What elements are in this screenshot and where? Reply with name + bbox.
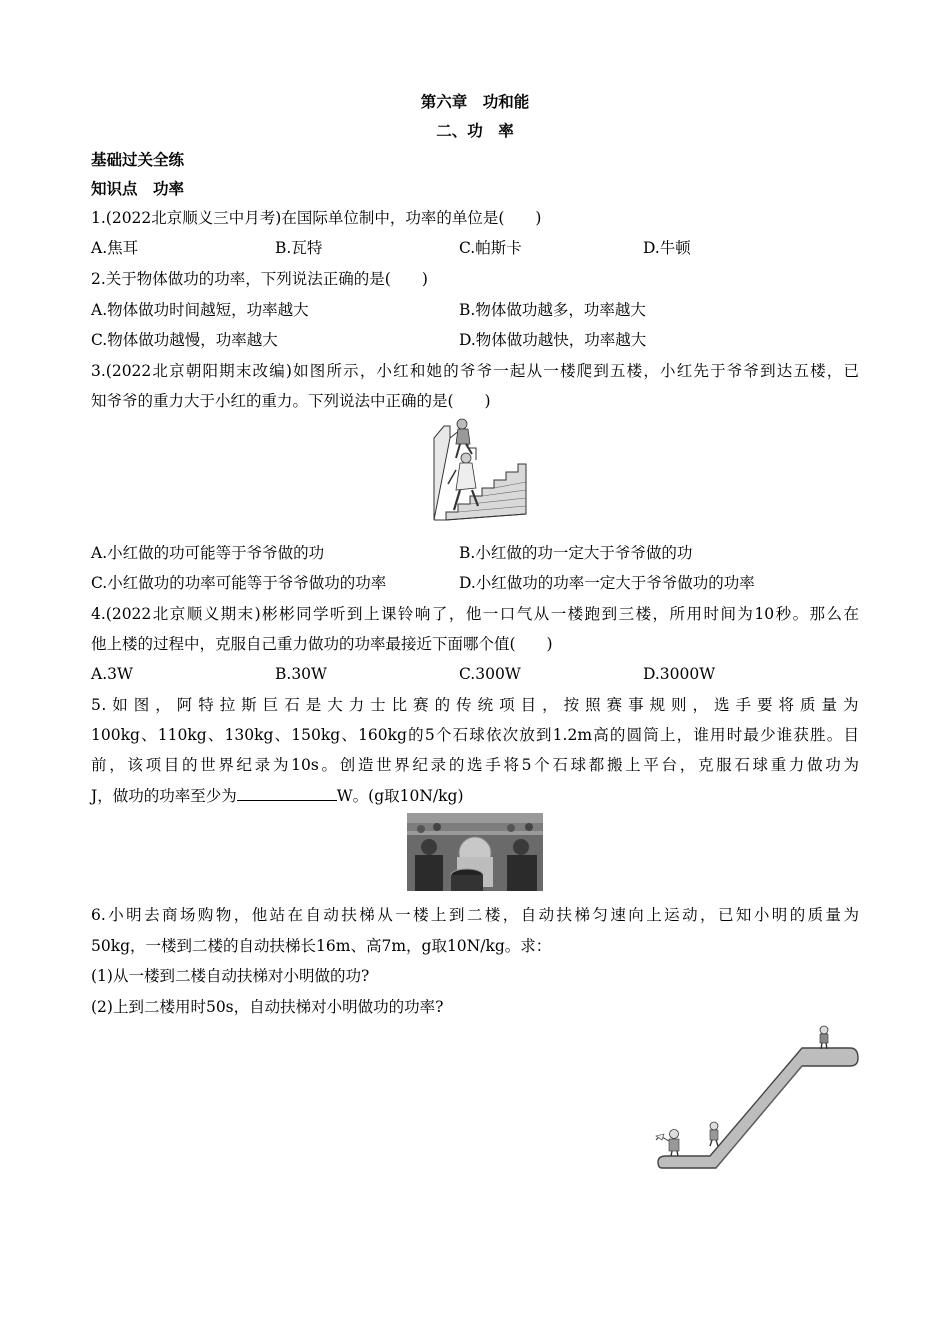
atlas-stone-photo <box>407 813 543 891</box>
q5-stem-line2: 100kg、110kg、130kg、150kg、160kg的5个石球依次放到1.2m高的圆筒上，谁用时最少谁获胜。目 <box>91 726 859 744</box>
q3-stem-line1: 3.(2022北京朝阳期末改编)如图所示，小红和她的爷爷一起从一楼爬到五楼，小红先于爷爷到达五楼，已 <box>91 362 859 380</box>
q6-sub-question-1: (1)从一楼到二楼自动扶梯对小明做的功? <box>91 967 370 985</box>
q5-stem-line3: 前，该项目的世界纪录为10s。创造世界纪录的选手将5个石球都搬上平台，克服石球重力做功为 <box>91 756 859 774</box>
q6-stem-line2: 50kg，一楼到二楼的自动扶梯长16m、高7m，g取10N/kg。求： <box>91 937 552 955</box>
section-title: 二、功 率 <box>436 121 514 140</box>
q2-stem: 2.关于物体做功的功率，下列说法正确的是( ) <box>91 270 428 288</box>
q3-option-a: A.小红做的功可能等于爷爷做的功 <box>91 544 325 562</box>
q4-option-d: D.3000W <box>643 665 716 683</box>
stair-climbing-figure <box>420 418 528 524</box>
q3-option-c: C.小红做功的功率可能等于爷爷做功的功率 <box>91 574 387 592</box>
q2-option-a: A.物体做功时间越短，功率越大 <box>91 301 309 319</box>
q3-option-b: B.小红做的功一定大于爷爷做的功 <box>459 544 693 562</box>
q4-stem-line1: 4.(2022北京顺义期末)彬彬同学听到上课铃响了，他一口气从一楼跑到三楼，所用时间为10秒。那么在 <box>91 605 859 623</box>
q1-option-c: C.帕斯卡 <box>459 239 522 257</box>
q1-option-d: D.牛顿 <box>643 239 691 257</box>
q3-option-d: D.小红做功的功率一定大于爷爷做功的功率 <box>459 574 755 592</box>
q5-line4-part2: W。(g取10N/kg) <box>336 787 464 805</box>
q4-stem-line2: 他上楼的过程中，克服自己重力做功的功率最接近下面哪个值( ) <box>91 635 553 653</box>
q5-answer-blank[interactable] <box>237 786 337 801</box>
q4-option-b: B.30W <box>275 665 327 683</box>
q1-option-a: A.焦耳 <box>91 239 139 257</box>
q4-option-a: A.3W <box>91 665 133 683</box>
escalator-figure <box>652 1022 864 1180</box>
q2-option-b: B.物体做功越多，功率越大 <box>459 301 646 319</box>
heading-basic: 基础过关全练 <box>91 150 185 169</box>
heading-knowledge: 知识点 功率 <box>91 179 185 198</box>
q3-stem-line2: 知爷爷的重力大于小红的重力。下列说法中正确的是( ) <box>91 392 491 410</box>
q1-stem: 1.(2022北京顺义三中月考)在国际单位制中，功率的单位是( ) <box>91 209 542 227</box>
q6-stem-line1: 6.小明去商场购物，他站在自动扶梯从一楼上到二楼，自动扶梯匀速向上运动，已知小明的质量为 <box>91 906 859 924</box>
q6-sub-question-2: (2)上到二楼用时50s，自动扶梯对小明做功的功率? <box>91 998 444 1016</box>
chapter-title: 第六章 功和能 <box>420 92 530 111</box>
q5-stem-line1: 5.如图，阿特拉斯巨石是大力士比赛的传统项目，按照赛事规则，选手要将质量为 <box>91 696 859 714</box>
q2-option-d: D.物体做功越快，功率越大 <box>459 331 647 349</box>
q5-line4-part1: J，做功的功率至少为 <box>91 787 237 805</box>
q4-option-c: C.300W <box>459 665 521 683</box>
q2-option-c: C.物体做功越慢，功率越大 <box>91 331 278 349</box>
q5-stem-line4 <box>91 786 464 806</box>
q1-option-b: B.瓦特 <box>275 239 323 257</box>
